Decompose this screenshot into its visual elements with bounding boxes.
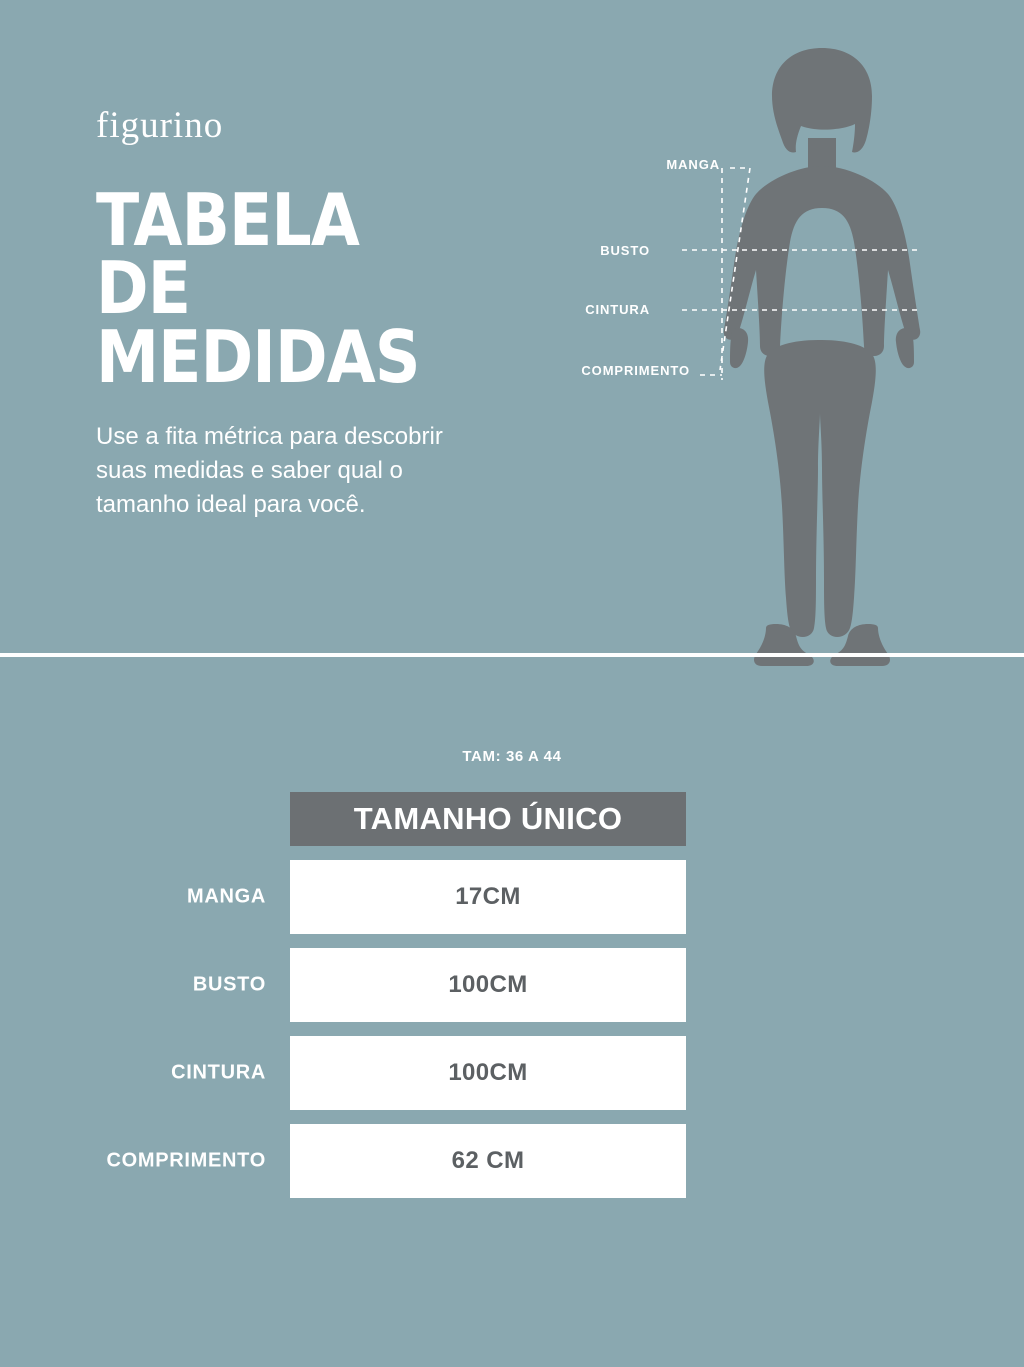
table-row: [171, 1036, 686, 1110]
row-label-cintura: CINTURA: [171, 1061, 266, 1084]
table-row: [192, 948, 686, 1022]
silhouette-svg: [660, 40, 990, 700]
row-value-comprimento: 62 CM: [451, 1147, 525, 1174]
size-range-note: TAM: 36 A 44: [462, 748, 562, 765]
page-title-line-2: DE MEDIDAS: [96, 246, 420, 399]
table-row: [186, 860, 686, 934]
row-value-manga: 17CM: [455, 883, 521, 910]
row-value-busto: 100CM: [448, 971, 528, 998]
table-row: [106, 1124, 686, 1198]
measure-label-manga: MANGA: [666, 157, 720, 172]
page-description: Use a fita métrica para descobrir suas medidas e saber qual o tamanho ideal para você.: [96, 423, 443, 519]
row-label-manga: MANGA: [186, 885, 266, 908]
measure-label-cintura: CINTURA: [585, 302, 650, 317]
silhouette-body: [724, 48, 920, 666]
measurements-table: [106, 792, 686, 1198]
row-label-comprimento: COMPRIMENTO: [106, 1149, 266, 1172]
page-title: [96, 178, 510, 399]
measure-label-busto: BUSTO: [600, 243, 650, 258]
measure-label-comprimento: COMPRIMENTO: [581, 363, 690, 378]
table-column-header: TAMANHO ÚNICO: [290, 792, 686, 846]
body-silhouette-illustration: [660, 40, 990, 700]
section-divider: [0, 653, 1024, 657]
row-label-busto: BUSTO: [192, 973, 266, 996]
row-value-cintura: 100CM: [448, 1059, 528, 1086]
page-title-line-1: TABELA: [96, 178, 360, 262]
header-section: [0, 0, 1024, 656]
brand-logo: figurino: [96, 105, 224, 146]
